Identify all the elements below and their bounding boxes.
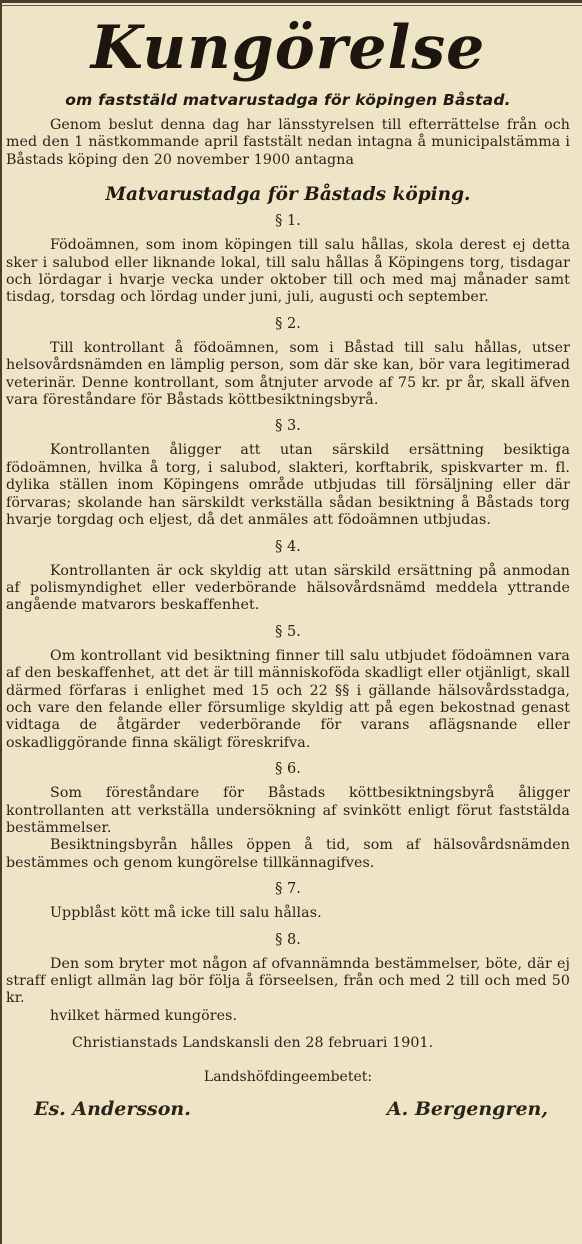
section-paragraph: Uppblåst kött må icke till salu hållas. xyxy=(50,905,322,922)
signature-right: A. Bergengren, xyxy=(386,1097,548,1120)
section-8 xyxy=(6,932,570,1026)
section-paragraph: Den som bryter mot någon af ofvannämnda bestämmelser, böte, där ej straff enligt allmän lag bör följa å förseelsen, från och med 2 till och med 50 kr. xyxy=(6,955,570,1007)
section-heading: § 7. xyxy=(275,881,301,898)
section-heading: § 4. xyxy=(275,538,301,555)
authority-line: Landshöfdingeembetet: xyxy=(203,1068,373,1085)
section-2 xyxy=(6,316,570,410)
section-heading: § 5. xyxy=(275,623,301,640)
section-6 xyxy=(6,761,570,872)
section-paragraph: Kontrollanten är ock skyldig att utan särskild ersättning på anmodan af polismyndighet eller vederbörande hälsovårdsnämd meddela yttrande angående matvarors beskaffenhet. xyxy=(6,562,570,614)
section-5 xyxy=(6,624,570,752)
section-paragraph: Till kontrollant å födoämnen, som i Båstad till salu hållas, utser helsovårdsnämden en lämplig person, som där ske kan, bör vara legitimerad veterinär. Denne kontrollant, som åtnjuter arvode af 75 kr. pr år, skall äfven vara föreståndare för Båstads köttbesiktningsbyrå. xyxy=(6,339,570,409)
section-1 xyxy=(6,213,570,307)
section-paragraph: Kontrollanten åligger att utan särskild ersättning besiktiga födoämnen, hvilka å torg, i salubod, slakteri, korftabrik, spiskvarter m. fl. dylika ställen inom Köpingens område utbjudas till försäljning eller där förvaras; skolande han särskildt verkställa sådan besiktning å Båstads torg hvarje torgdag och eljest, då det anmäles att födoämnen utbjudas. xyxy=(6,442,570,529)
section-heading: § 2. xyxy=(275,315,301,332)
section-paragraph: Om kontrollant vid besiktning finner till salu utbjudet födoämnen vara af den beskaffenhet, att det är till människoföda skadligt eller otjänligt, skall därmed förfaras i enlighet med 15 och 22 §§ i gällande hälsovårdsstadga, och vare den felande eller försumlige skyldig att på egen bekostnad genast vidtaga de åtgärder vederbörande för varans aflägsnande eller oskadliggörande finna skäligt föreskrifva. xyxy=(6,647,570,751)
dateline: Christianstads Landskansli den 28 februari 1901. xyxy=(72,1035,434,1052)
section-3 xyxy=(6,418,570,529)
section-heading: § 1. xyxy=(275,213,301,230)
signature-block xyxy=(6,1098,570,1120)
statute-title: Matvarustadga för Båstads köping. xyxy=(105,184,471,206)
section-paragraph: Som föreståndare för Båstads köttbesiktningsbyrå åligger kontrollanten att verkställa undersökning af svinkött enligt förut faststälda bestämmelser. xyxy=(6,785,570,836)
subtitle: om faststäld matvarustadga för köpingen Båstad. xyxy=(65,91,511,109)
section-heading: § 8. xyxy=(275,931,301,948)
masthead: Kungörelse xyxy=(90,13,486,83)
section-heading: § 6. xyxy=(275,761,301,778)
section-paragraph: hvilket härmed kungöres. xyxy=(50,1007,238,1024)
section-4 xyxy=(6,539,570,615)
section-heading: § 3. xyxy=(275,418,301,435)
signature-left: Es. Andersson. xyxy=(34,1097,191,1120)
section-paragraph: Besiktningsbyrån hålles öppen å tid, som af hälsovårdsnämden bestämmes och genom kungörelse tillkännagifves. xyxy=(6,837,570,871)
intro-paragraph: Genom beslut denna dag har länsstyrelsen till efterrättelse från och med den 1 nästkommande april faststält nedan intagna å municipalstämma i Båstads köping den 20 november 1900 antagna xyxy=(6,117,570,168)
top-rule xyxy=(2,5,582,6)
section-paragraph: Födoämnen, som inom köpingen till salu hållas, skola derest ej detta sker i salubod eller liknande lokal, till salu hållas å Köpingens torg, tisdagar och lördagar i hvarje vecka under oktober till och med maj månader samt tisdag, torsdag och lördag under juni, juli, augusti och september. xyxy=(6,237,570,306)
section-7 xyxy=(6,881,570,922)
